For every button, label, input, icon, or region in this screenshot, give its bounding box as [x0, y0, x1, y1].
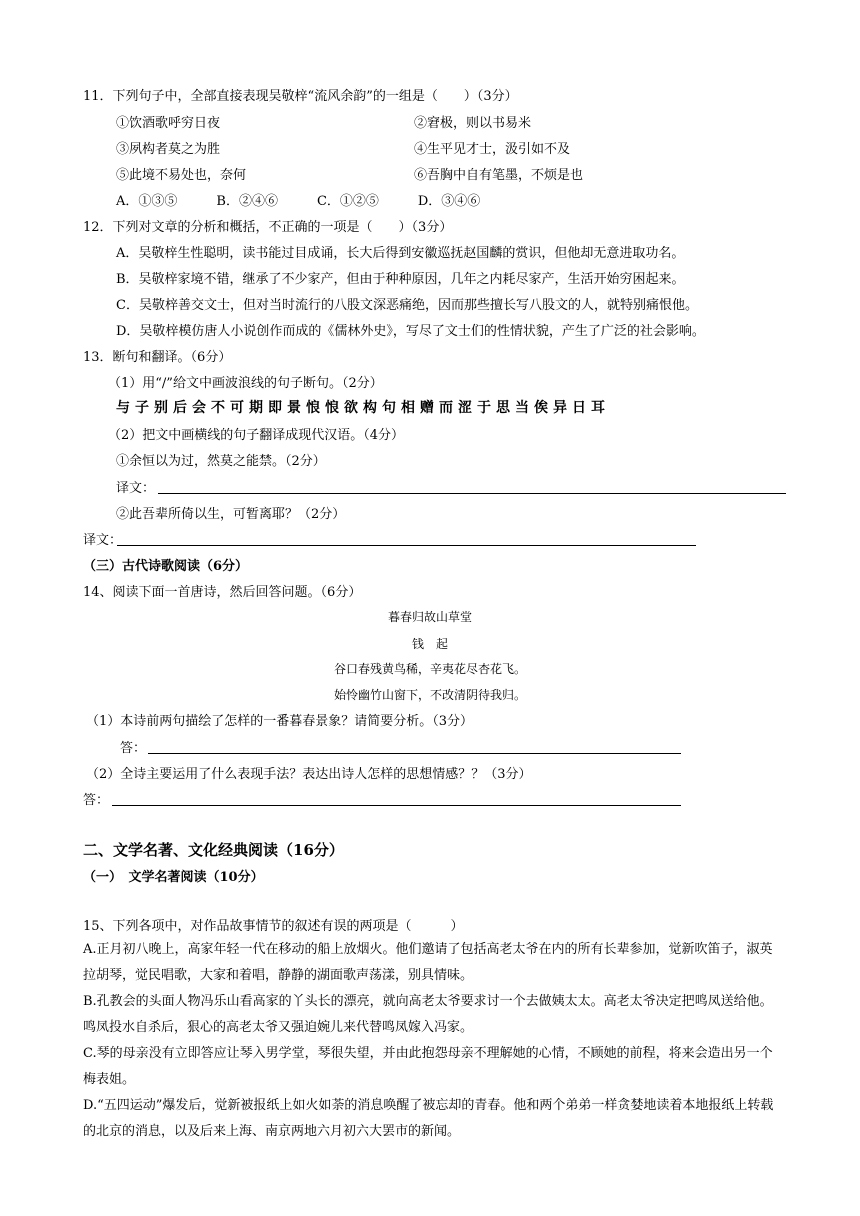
q15-option-d: D.“五四运动”爆发后，觉新被报纸上如火如荼的消息唤醒了被忘却的青春。他和两个弟弟一样贪婪地读着本地报纸上转载的北京的消息，以及后来上海、南京两地六月初六大罢市的新闻。: [83, 1098, 774, 1139]
answer-line: [158, 493, 786, 494]
q13-part1: （1）用“/”给文中画波浪线的句子断句。（2分）: [108, 376, 383, 391]
subsection-heading: （一） 文学名著阅读（10分）: [83, 870, 264, 885]
q15-option-b: B.孔教会的头面人物冯乐山看高家的丫头长的漂亮，就向高老太爷要求讨一个去做姨太太。高老太爷决定把鸣凤送给他。鸣凤投水自杀后，狠心的高老太爷又强迫婉儿来代替鸣凤嫁入冯家。: [83, 994, 773, 1035]
poem-line: 始怜幽竹山窗下，不改清阴待我归。: [333, 688, 526, 702]
q11-option-5: ⑤此境不易处也，奈何: [116, 168, 247, 183]
q12-option-a: A．吴敬梓生性聪明，读书能过目成诵，长大后得到安徽巡抚赵国麟的赏识，但他却无意进取功名。: [116, 246, 685, 261]
part-heading: 二、文学名著、文化经典阅读（16分）: [83, 841, 344, 859]
q14-answer-label-1: 答：: [120, 741, 147, 756]
q12-option-d: D．吴敬梓模仿唐人小说创作而成的《儒林外史》，写尽了文士们的性情状貌，产生了广泛的社会影响。: [116, 324, 705, 339]
q11-option-2: ②窘极，则以书易米: [414, 116, 532, 131]
q15-option-c: C.琴的母亲没有立即答应让琴入男学堂，琴很失望，并由此抱怨母亲不理解她的心情，不顾她的前程，将来会造出另一个梅表姐。: [83, 1046, 773, 1087]
q14-stem: 14、阅读下面一首唐诗，然后回答问题。（6分）: [83, 585, 362, 600]
q13-stem: 13．断句和翻译。（6分）: [83, 350, 232, 365]
q11-option-6: ⑥吾胸中自有笔墨，不烦是也: [414, 168, 584, 183]
poem-line: 谷口春残黄鸟稀，辛夷花尽杏花飞。: [333, 662, 526, 676]
q13-sentence-1: ①余恒以为过，然莫之能禁。（2分）: [116, 454, 326, 469]
q13-translation-label-2: 译文：: [83, 533, 123, 548]
answer-line: [112, 805, 681, 806]
q13-sentence: 与子别后会不可期即景悢悢欲构句相赠而涩于思当俟异日耳: [116, 400, 610, 416]
section-heading: （三）古代诗歌阅读（6分）: [83, 559, 249, 574]
q11-choices: A．①③⑤ B．②④⑥ C．①②⑤ D．③④⑥: [116, 194, 481, 209]
q12-option-c: C．吴敬梓善交文士，但对当时流行的八股文深恶痛绝，因而那些擅长写八股文的人，就特别痛恨他。: [116, 298, 698, 313]
poem-author: 钱 起: [411, 637, 448, 651]
q13-translation-label-1: 译文：: [116, 481, 156, 496]
q11-option-4: ④生平见才士，汲引如不及: [414, 142, 571, 157]
answer-line: [148, 753, 681, 754]
q13-part2: （2）把文中画横线的句子翻译成现代汉语。（4分）: [108, 428, 405, 443]
q13-sentence-2: ②此吾辈所倚以生，可暂离耶？（2分）: [116, 507, 346, 522]
q12-option-b: B．吴敬梓家境不错，继承了不少家产，但由于种种原因，几年之内耗尽家产，生活开始穷困起来。: [116, 272, 685, 287]
answer-line: [117, 545, 696, 546]
q14-answer-label-2: 答：: [83, 793, 110, 808]
q14-question-1: （1）本诗前两句描绘了怎样的一番暮春景象？请简要分析。（3分）: [86, 714, 474, 729]
q14-question-2: （2）全诗主要运用了什么表现手法？表达出诗人怎样的思想情感？？（3分）: [86, 767, 532, 782]
q15-stem: 15、下列各项中，对作品故事情节的叙述有误的两项是（ ）: [83, 919, 464, 934]
q12-stem: 12．下列对文章的分析和概括，不正确的一项是（ ）（3分）: [83, 220, 453, 235]
poem-title: 暮春归故山草堂: [387, 610, 472, 624]
q11-stem: 11．下列句子中，全部直接表现吴敬梓“流风余韵”的一组是（ ）（3分）: [83, 89, 518, 104]
q11-option-1: ①饮酒歌呼穷日夜: [116, 116, 221, 131]
q15-option-a: A.正月初八晚上，高家年轻一代在移动的船上放烟火。他们邀请了包括高老太爷在内的所有长辈参加，觉新吹笛子，淑英拉胡琴，觉民唱歌，大家和着唱，静静的湖面歌声荡漾，别具情味。: [83, 942, 773, 983]
q11-option-3: ③夙构者莫之为胜: [116, 142, 221, 157]
